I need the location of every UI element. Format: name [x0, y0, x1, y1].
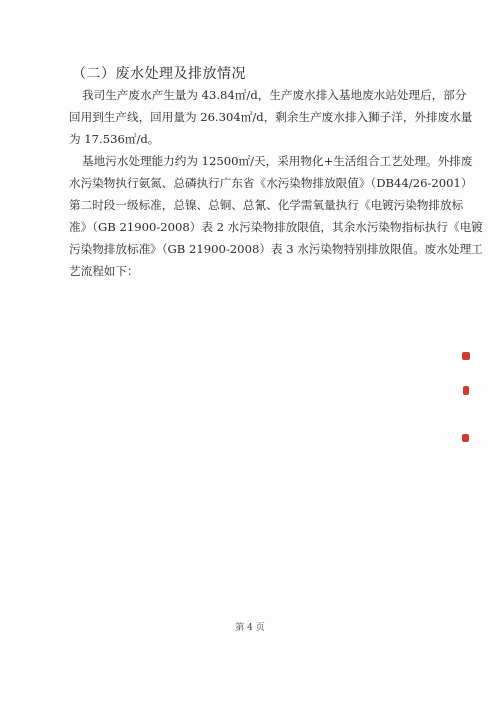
paragraph-line: 污染物排放标准》（GB 21900-2008）表 3 水污染物特别排放限值。废水处理工 [69, 242, 483, 256]
paragraph-line: 回用到生产线，回用量为 26.304㎡/d，剩余生产废水排入狮子洋，外排废水量 [69, 110, 473, 124]
page-number: 第 4 页 [235, 623, 265, 633]
paragraph-line: 我司生产废水产生量为 43.84㎡/d，生产废水排入基地废水站处理后，部分 [82, 88, 467, 102]
paragraph-line: 基地污水处理能力约为 12500㎡/天，采用物化+生活组合工艺处理。外排废 [82, 154, 473, 168]
section-heading: （二）废水处理及排放情况 [72, 66, 246, 82]
seal-stamp-fragment [463, 386, 469, 395]
paragraph-treatment-standards [69, 150, 483, 282]
paragraph-line: 准》（GB 21900-2008）表 2 水污染物排放限值，其余水污染物指标执行《电镀 [69, 220, 483, 234]
paragraph-wastewater-volume [69, 84, 473, 150]
paragraph-line: 水污染物执行氨氮、总磷执行广东省《水污染物排放限值》（DB44/26-2001） [69, 176, 473, 190]
paragraph-line: 艺流程如下： [69, 264, 139, 278]
seal-stamp-fragment [462, 434, 469, 442]
paragraph-line: 为 17.536㎡/d。 [69, 132, 160, 146]
paragraph-line: 第二时段一级标准，总镍、总铜、总氰、化学需氧量执行《电镀污染物排放标 [69, 198, 464, 212]
seal-stamp-fragment [462, 352, 470, 360]
